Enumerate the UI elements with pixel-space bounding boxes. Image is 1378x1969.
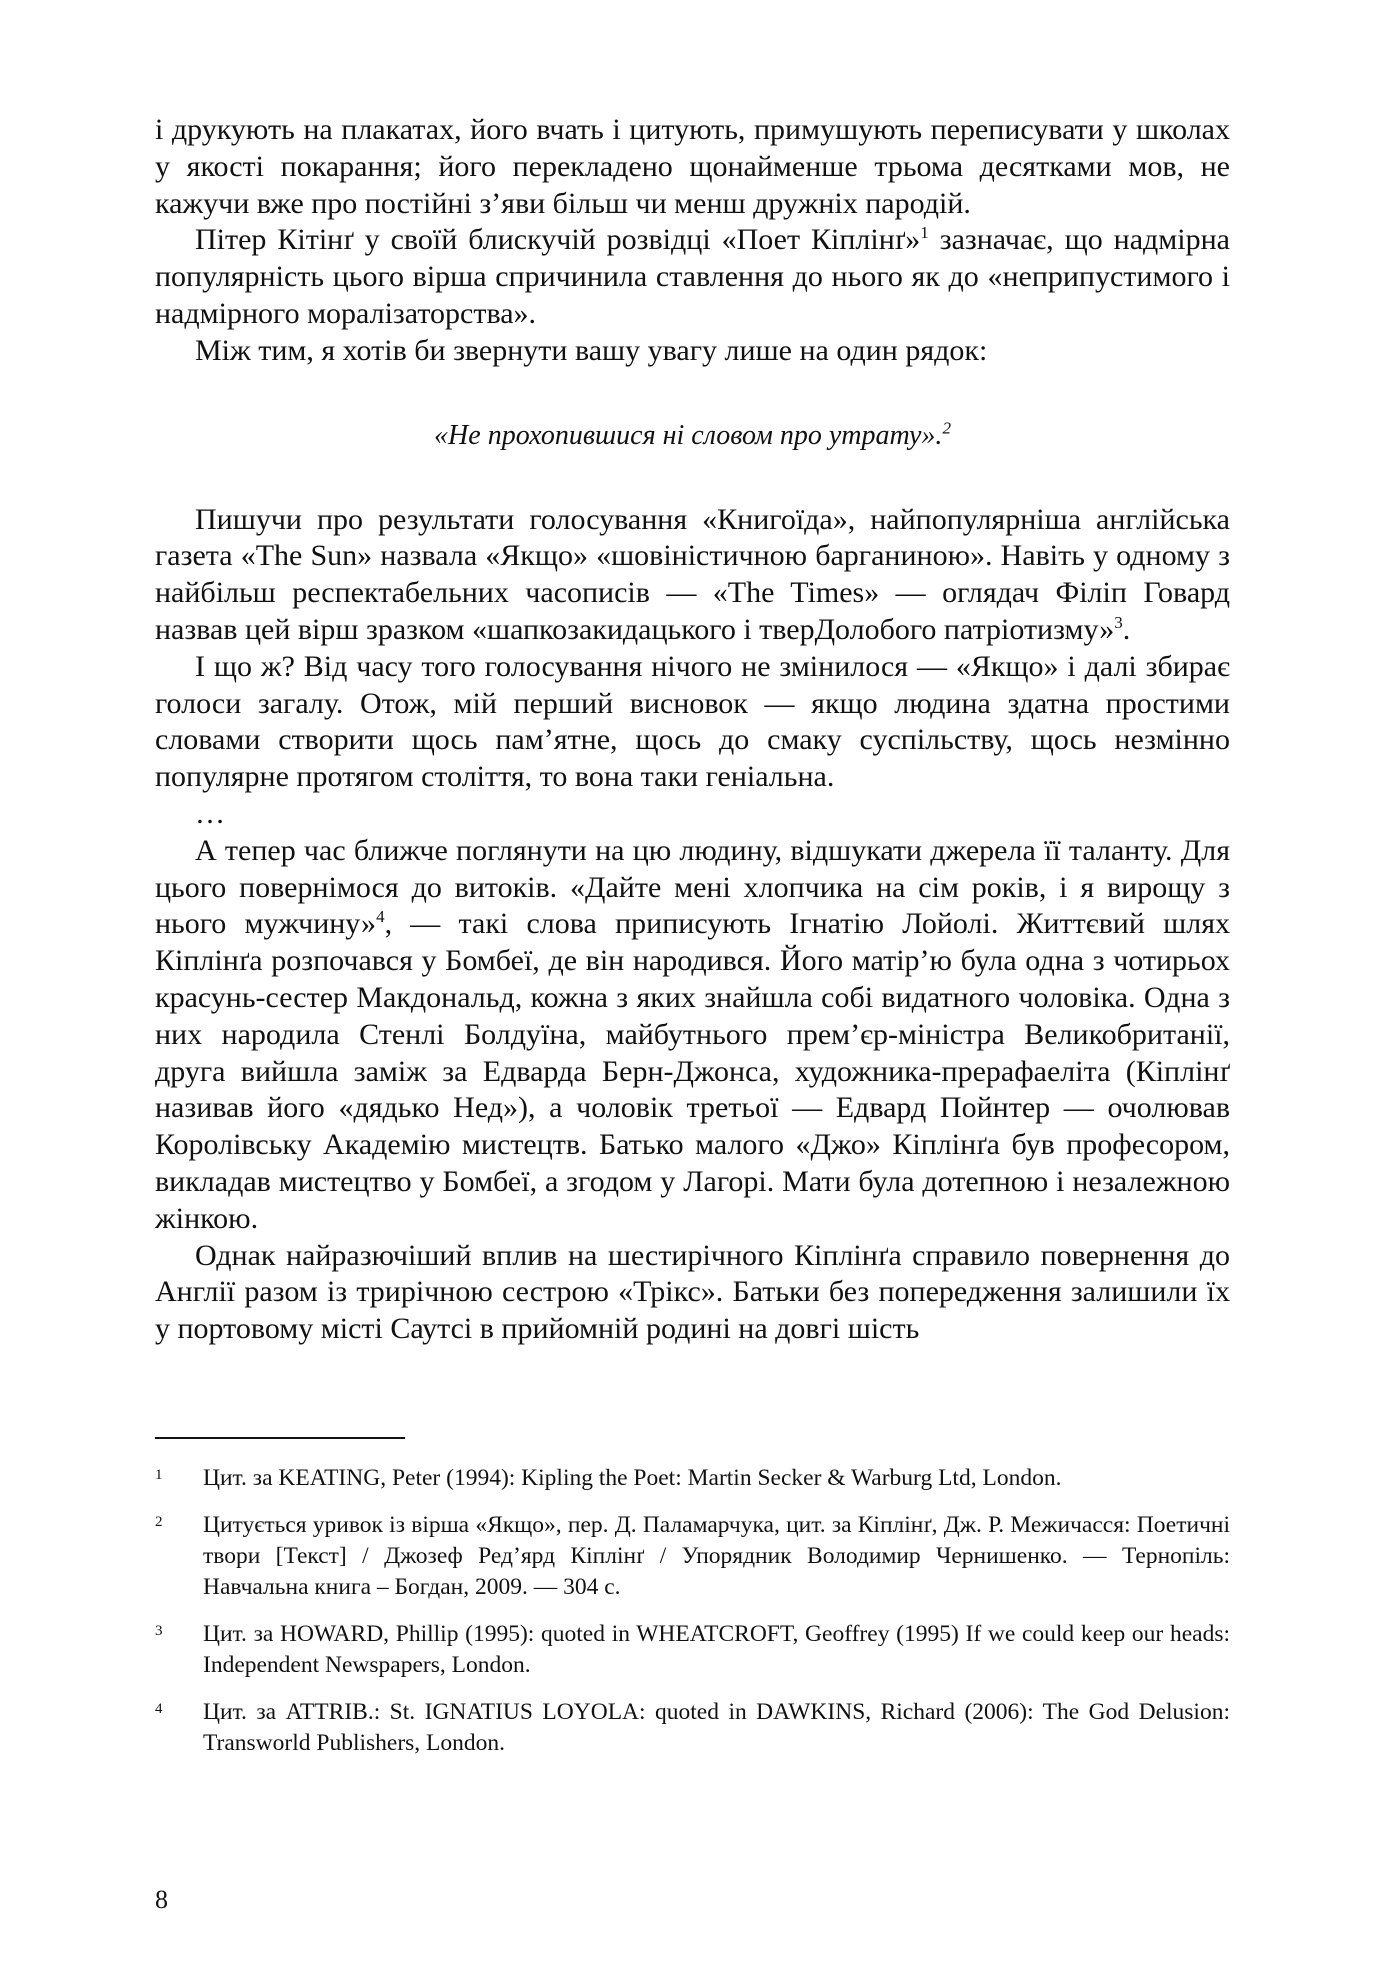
paragraph-4	[155, 502, 1230, 649]
paragraph-2-text-a: Пітер Кітінґ у своїй блискучій розвідці «Поет Кіплінґ»	[195, 223, 921, 257]
footnote-item	[155, 1619, 1230, 1681]
paragraph-5: І що ж? Від часу того голосування нічого не змінилося — «Якщо» і далі збирає голоси загалу. Отож, мій перший висновок — якщо людина здатна простими словами створити щось пам’ятне, щось до смаку суспільству, щось незмінно популярне протягом століття, то вона таки геніальна.	[155, 649, 1230, 794]
poem-quote-text: «Не прохопившися ні словом про утрату».	[434, 419, 943, 451]
paragraph-3: Між тим, я хотів би звернути вашу увагу лише на один рядок:	[195, 333, 988, 367]
paragraph-2	[155, 222, 1230, 332]
footnote-number: 4	[155, 1701, 163, 1717]
footnote-text: Цит. за HOWARD, Phillip (1995): quoted in WHEATCROFT, Geoffrey (1995) If we could keep our heads: Independent Newspapers, London.	[203, 1621, 1230, 1678]
poem-quote	[155, 418, 1230, 454]
paragraph-2-text-b: зазначає, що надмірна популярність цього вірша спричинила ставлення до нього як до «неприпустимого і надмірного моралізаторства».	[155, 223, 1230, 330]
footnote-ref-2[interactable]: 2	[942, 418, 951, 438]
footnote-item	[155, 1463, 1230, 1494]
section-ellipsis: …	[195, 796, 225, 830]
page-number: 8	[155, 1885, 168, 1914]
footnote-text: Цитується уривок із вірша «Якщо», пер. Д. Паламарчука, цит. за Кіплінґ, Дж. Р. Межичасся: Поетичні твори [Текст] / Джозеф Ред’ярд Кіплінґ / Упорядник Володимир Чернишенко. — Тернопіль: Навчальна книга – Богдан, 2009. — 304 с.	[203, 1512, 1230, 1600]
footnote-text: Цит. за KEATING, Peter (1994): Kipling the Poet: Martin Secker & Warburg Ltd, London.	[203, 1465, 1062, 1491]
footnote-number: 2	[155, 1514, 163, 1530]
footnote-number: 3	[155, 1623, 163, 1639]
paragraph-6-text-a: А тепер час ближче поглянути на цю людину, відшукати джерела її таланту. Для цього повернімося до витоків. «Дайте мені хлопчика на сім років, і я вирощу з нього мужчину»	[155, 833, 1230, 941]
main-text	[155, 112, 1230, 1348]
paragraph-6-text-b: , — такі слова приписують Ігнатію Лойолі. Життєвий шлях Кіплінґа розпочався у Бомбеї, де він народився. Його матір’ю була одна з чотирьох красунь-сестер Макдональд, кожна з яких знайшла собі видатного чоловіка. Одна з них народила Стенлі Болдуїна, майбутнього прем’єр-міністра Великобританії, друга вийшла заміж за Едварда Берн-Джонса, художника-прерафаеліта (Кіплінґ називав його «дядько Нед»), а чоловік третьої — Едвард Пойнтер — очолював Королівську Академію мистецтв. Батько малого «Джо» Кіплінґа був професором, викладав мистецтво у Бомбеї, а згодом у Лагорі. Мати була дотепною і незалежною жінкою.	[155, 907, 1230, 1235]
paragraph-4-text-a: Пишучи про результати голосування «Книгоїда», найпопулярніша англійська газета «The Sun» назвала «Якщо» «шовіністичною барганиною». Навіть у одному з найбільш респектабельних часописів — «The Times» — оглядач Філіп Говард назвав цей вірш зразком «шапкозакидацького і тверДолобого патріотизму»	[155, 502, 1230, 646]
paragraph-4-text-b: .	[1122, 612, 1131, 646]
footnote-item	[155, 1697, 1230, 1759]
footnote-number: 1	[155, 1467, 163, 1483]
footnote-divider	[155, 1437, 405, 1439]
paragraph-6	[155, 833, 1230, 1238]
footnote-item	[155, 1510, 1230, 1603]
paragraph-7: Однак найразючіший вплив на шестирічного Кіплінґа справило повернення до Англії разом із трирічною сестрою «Трікс». Батьки без попередження залишили їх у портовому місті Саутсі в прийомній родині на довгі шість	[155, 1238, 1230, 1346]
footnote-ref-1[interactable]: 1	[920, 223, 929, 243]
footnote-ref-3[interactable]: 3	[1114, 612, 1123, 632]
paragraph-1: і друкують на плакатах, його вчать і цитують, примушують переписувати у школах у якості покарання; його перекладено щонайменше трьома десятками мов, не кажучи вже про постійні з’яви більш чи менш дружніх пародій.	[155, 113, 1230, 220]
footnote-text: Цит. за ATTRIB.: St. IGNATIUS LOYOLA: quoted in DAWKINS, Richard (2006): The God Delusion: Transworld Publishers, London.	[203, 1699, 1230, 1756]
footnotes	[155, 1463, 1230, 1775]
footnote-ref-4[interactable]: 4	[376, 907, 385, 927]
